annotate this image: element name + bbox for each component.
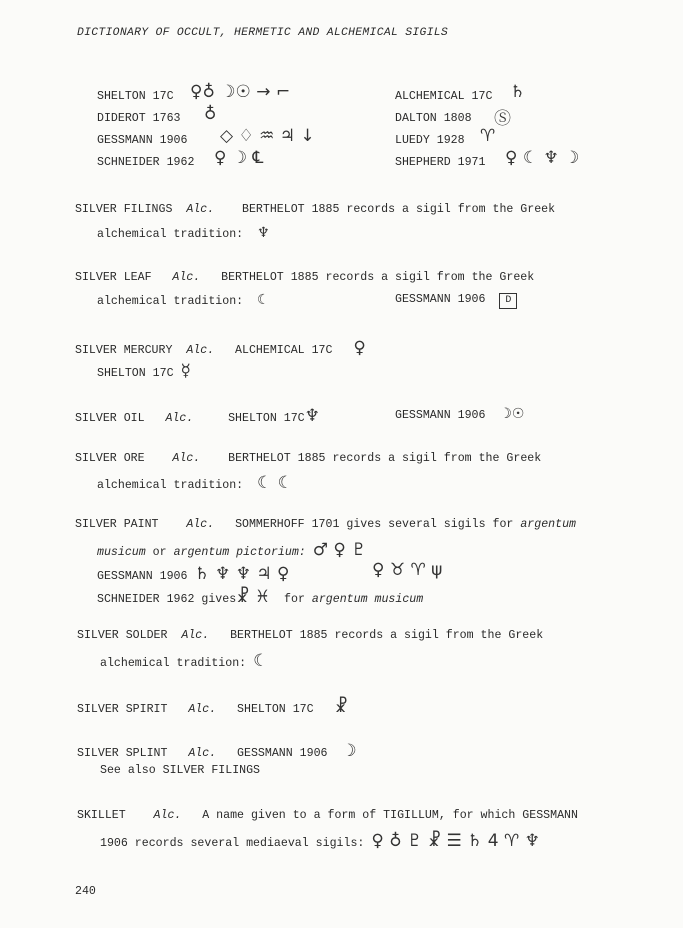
sigils-dalton: Ⓢ [494, 109, 511, 129]
entry-text: A name given to a form of TIGILLUM, for which GESSMANN [202, 809, 578, 822]
page-number: 240 [75, 885, 96, 898]
sigils-schneider: ♀ ☽ ℄ [214, 148, 264, 168]
entry-silver-mercury-line2 [97, 361, 191, 381]
entry-silver-leaf [75, 271, 534, 284]
entry-silver-leaf-ref [395, 293, 517, 309]
source-alchemical: ALCHEMICAL 17C [395, 90, 493, 103]
entry-sigil: ☾ ☾ [257, 473, 293, 493]
entry-term: SILVER SPIRIT [77, 703, 168, 716]
entry-term: SILVER MERCURY [75, 344, 173, 357]
entry-sigil: ☾ [257, 292, 270, 308]
entry-sigil: ☿ [180, 361, 191, 381]
source-shelton: SHELTON 17C [97, 90, 174, 103]
sigils-alchemical: ♄ [510, 82, 526, 102]
entry-ref: SCHNEIDER 1962 gives [97, 593, 237, 606]
entry-silver-ore [75, 452, 541, 465]
entry-sigil: ☧ ♓ [236, 587, 271, 607]
entry-text: GESSMANN 1906 [237, 747, 328, 760]
entry-type: Alc. [172, 271, 201, 284]
source-dalton: DALTON 1808 [395, 112, 472, 125]
entry-text: BERTHELOT 1885 records a sigil from the Greek [228, 452, 542, 465]
entry-text: alchemical tradition: [100, 657, 247, 670]
entry-silver-solder-line2 [100, 651, 268, 671]
entry-text: BERTHELOT 1885 records a sigil from the Greek [221, 271, 535, 284]
entry-text: alchemical tradition: [97, 479, 244, 492]
entry-silver-filings [75, 203, 555, 216]
entry-type: Alc. [165, 412, 194, 425]
entry-type: Alc. [186, 203, 215, 216]
sigils-shelton: ♀♁ ☽☉ → ⌐ [190, 82, 291, 102]
running-header: DICTIONARY OF OCCULT, HERMETIC AND ALCHEMICAL SIGILS [77, 27, 449, 39]
entry-silver-mercury [75, 338, 366, 358]
entry-silver-ore-line2 [97, 473, 293, 493]
entry-silver-paint-sigils-c: ♀ ♉ ♈ ψ [372, 560, 443, 580]
sigils-gessmann: ◇ ♢ ♒ ♃ ↓ [220, 126, 315, 146]
entry-text: ALCHEMICAL 17C [235, 344, 333, 357]
entry-silver-spirit [77, 697, 348, 717]
entry-type: Alc. [181, 629, 210, 642]
entry-type: Alc. [186, 518, 215, 531]
entry-sigil: ♀ ♁ ♇ ☧ ☰ ♄ 4 ♈ ♆ [371, 831, 540, 851]
entry-type: Alc. [188, 703, 217, 716]
entry-text-italic: musicum [97, 546, 146, 559]
entry-term: SILVER SPLINT [77, 747, 168, 760]
entry-silver-oil-ref [395, 406, 524, 422]
entry-type: Alc. [188, 747, 217, 760]
entry-text: SHELTON 17C [228, 412, 305, 425]
entry-type: Alc. [153, 809, 182, 822]
entry-sigil: ☽ [341, 741, 357, 761]
entry-silver-leaf-line2 [97, 292, 270, 308]
entry-silver-oil [75, 406, 320, 426]
entry-silver-paint-line3 [97, 564, 289, 584]
entry-text: SOMMERHOFF 1701 gives several sigils for [235, 518, 514, 531]
source-gessmann: GESSMANN 1906 [97, 134, 188, 147]
entry-ref: GESSMANN 1906 [97, 570, 188, 583]
entry-silver-paint [75, 518, 576, 531]
source-luedy: LUEDY 1928 [395, 134, 465, 147]
entry-text: for [284, 593, 305, 606]
entry-text: or [152, 546, 167, 559]
entry-skillet-line2 [100, 831, 540, 851]
entry-ref: GESSMANN 1906 [395, 293, 486, 306]
entry-sigil: ♂ ♀ ♇ [312, 540, 367, 560]
entry-text: BERTHELOT 1885 records a sigil from the Greek [242, 203, 556, 216]
entry-silver-filings-line2 [97, 225, 270, 241]
entry-sigil: ☧ [334, 697, 348, 717]
entry-term: SKILLET [77, 809, 126, 822]
entry-text-italic: argentum [520, 518, 576, 531]
entry-sigil: ♆ [257, 225, 270, 241]
entry-text: SHELTON 17C [237, 703, 314, 716]
sigils-luedy: ♈ [480, 126, 496, 146]
entry-skillet [77, 809, 578, 822]
see-also-silver-filings: See also SILVER FILINGS [100, 764, 261, 777]
sigils-shepherd: ♀ ☾ ♆ ☽ [505, 148, 580, 168]
source-diderot: DIDEROT 1763 [97, 112, 181, 125]
entry-sigil: ☾ [253, 651, 269, 671]
entry-silver-solder [77, 629, 543, 642]
sigils-diderot: ♁ [204, 104, 217, 124]
entry-silver-paint-line4 [97, 587, 423, 607]
entry-silver-paint-line2 [97, 540, 366, 560]
entry-type: Alc. [186, 344, 215, 357]
entry-ref-sigil: ☽☉ [499, 406, 525, 422]
source-shepherd: SHEPHERD 1971 [395, 156, 486, 169]
entry-term: SILVER PAINT [75, 518, 159, 531]
entry-text: SHELTON 17C [97, 367, 174, 380]
entry-ref-sigil: D [499, 293, 517, 309]
entry-text: alchemical tradition: [97, 295, 244, 308]
source-schneider: SCHNEIDER 1962 [97, 156, 195, 169]
entry-text: 1906 records several mediaeval sigils: [100, 837, 365, 850]
entry-text: alchemical tradition: [97, 228, 244, 241]
entry-term: SILVER OIL [75, 412, 145, 425]
entry-sigil: ♄ ♆ ♆ ♃ ♀ [194, 564, 290, 584]
entry-term: SILVER SOLDER [77, 629, 168, 642]
entry-text-italic: argentum pictorium: [173, 546, 306, 559]
entry-sigil: ♆ [304, 406, 320, 426]
entry-text-italic: argentum musicum [311, 593, 424, 606]
entry-term: SILVER FILINGS [75, 203, 173, 216]
entry-silver-splint [77, 741, 357, 761]
entry-term: SILVER LEAF [75, 271, 152, 284]
entry-type: Alc. [172, 452, 201, 465]
entry-term: SILVER ORE [75, 452, 145, 465]
entry-text: BERTHELOT 1885 records a sigil from the Greek [230, 629, 544, 642]
entry-ref: GESSMANN 1906 [395, 409, 486, 422]
entry-sigil: ♀ [353, 338, 366, 358]
